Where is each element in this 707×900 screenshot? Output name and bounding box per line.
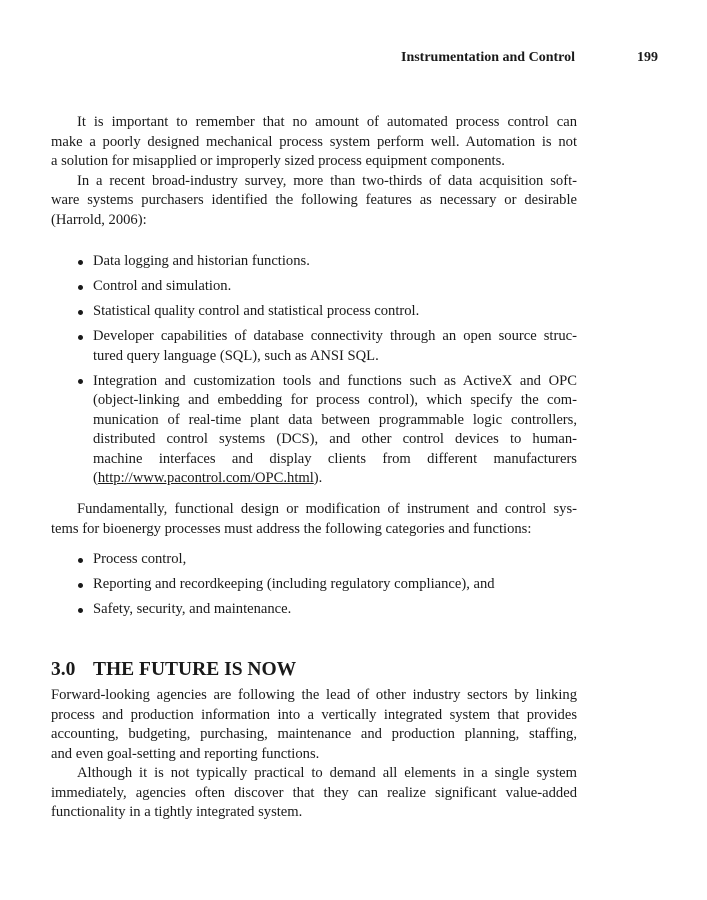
- section-heading: [51, 658, 296, 682]
- features-list: [51, 252, 577, 494]
- section-body: [51, 686, 577, 823]
- paragraph-line: a solution for misapplied or improperly sized process equipment components.: [51, 153, 505, 169]
- paren-close: ).: [313, 470, 323, 486]
- paragraph-line: process and production information into a vertically integrated system that provides: [51, 706, 577, 723]
- paragraph-line: ware systems purchasers identified the following features as necessary or desirable: [51, 192, 577, 208]
- bullet-icon: [78, 260, 83, 265]
- paragraph-line: (Harrold, 2006):: [51, 211, 147, 228]
- paragraph-fundamentally: [51, 500, 577, 539]
- list-item: [51, 550, 577, 570]
- paragraph-line: It is important to remember that no amount of automated process control can: [77, 114, 577, 130]
- list-item-text: Process control,: [93, 551, 187, 567]
- section-number: 3.0: [51, 659, 76, 680]
- list-item: [51, 252, 577, 272]
- list-item-text: Integration and customization tools and functions such as ActiveX and OPC: [93, 372, 577, 389]
- paren-open: (: [93, 470, 98, 486]
- list-item-text: [93, 469, 577, 489]
- bullet-icon: [78, 335, 83, 340]
- list-item-text: Statistical quality control and statistical process control.: [93, 303, 420, 319]
- list-item-text: machine interfaces and display clients from different manufacturers: [93, 450, 577, 467]
- running-title: Instrumentation and Control: [401, 50, 575, 65]
- paragraph-line: tems for bioenergy processes must address the following categories and functions:: [51, 520, 532, 537]
- list-item: [51, 327, 577, 366]
- paragraph-line: Forward-looking agencies are following the lead of other industry sectors by linking: [51, 687, 577, 703]
- list-item: [51, 372, 577, 489]
- list-item-text: Reporting and recordkeeping (including regulatory compliance), and: [93, 576, 495, 592]
- section-title: THE FUTURE IS NOW: [93, 659, 297, 680]
- paragraph-line: functionality in a tightly integrated system.: [51, 804, 303, 820]
- list-item: [51, 302, 577, 322]
- list-item: [51, 575, 577, 595]
- categories-list: [51, 550, 577, 625]
- list-item: [51, 277, 577, 297]
- bullet-icon: [78, 310, 83, 315]
- list-item-text: (object-linking and embedding for process control), which specify the com-: [93, 392, 577, 408]
- list-item-text: munication of real-time plant data between programmable logic controllers,: [93, 411, 577, 428]
- opc-link[interactable]: http://www.pacontrol.com/OPC.html: [97, 470, 314, 486]
- list-item-text: tured query language (SQL), such as ANSI SQL.: [93, 347, 379, 364]
- paragraph-line: accounting, budgeting, purchasing, maintenance and production planning, staffing,: [51, 726, 577, 742]
- paragraph-line: immediately, agencies often discover that they can realize significant value-added: [51, 784, 577, 801]
- list-item-text: Data logging and historian functions.: [93, 253, 310, 269]
- paragraph-line: In a recent broad-industry survey, more than two-thirds of data acquisition soft-: [77, 172, 577, 189]
- paragraph-line: make a poorly designed mechanical process system perform well. Automation is not: [51, 133, 577, 150]
- intro-paragraphs: [51, 113, 577, 230]
- list-item-text: distributed control systems (DCS), and other control devices to human-: [93, 431, 577, 447]
- list-item-text: Control and simulation.: [93, 278, 232, 294]
- bullet-icon: [78, 583, 83, 588]
- page-number: 199: [637, 50, 658, 65]
- bullet-icon: [78, 558, 83, 563]
- bullet-icon: [78, 379, 83, 384]
- paragraph-line: and even goal-setting and reporting functions.: [51, 745, 320, 762]
- paragraph-line: Although it is not typically practical to demand all elements in a single system: [77, 765, 577, 781]
- list-item: [51, 600, 577, 620]
- list-item-text: Safety, security, and maintenance.: [93, 601, 292, 617]
- list-item-text: Developer capabilities of database connectivity through an open source struc-: [93, 328, 577, 344]
- bullet-icon: [78, 608, 83, 613]
- running-header: [0, 48, 707, 68]
- bullet-icon: [78, 285, 83, 290]
- paragraph-line: Fundamentally, functional design or modification of instrument and control sys-: [77, 501, 577, 517]
